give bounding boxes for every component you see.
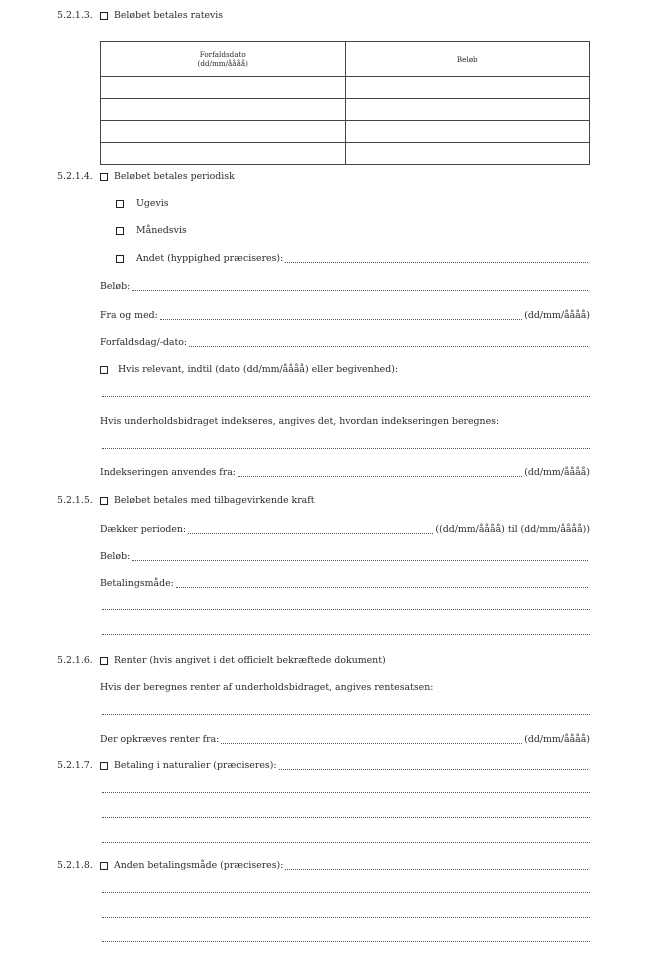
field-label: Dækker perioden:: [100, 524, 187, 535]
naturalier-input-line[interactable]: [102, 817, 590, 818]
date-format: ((dd/mm/åååå) til (dd/mm/åååå)): [435, 524, 590, 535]
field-label: Fra og med:: [100, 310, 158, 321]
section-label: Betaling i naturalier (præciseres):: [114, 760, 277, 771]
field-betalingsmade: [100, 577, 590, 591]
installment-table: [100, 41, 590, 165]
amount-cell[interactable]: [345, 99, 590, 121]
section-5-2-1-6: [100, 654, 590, 668]
section-5-2-1-4: [100, 170, 590, 184]
section-number: 5.2.1.3.: [57, 10, 93, 21]
header-amount: Beløb: [345, 42, 590, 77]
checkbox-indtil[interactable]: [100, 366, 108, 374]
index-fra-input[interactable]: [238, 475, 522, 477]
option-label: Månedsvis: [136, 225, 187, 236]
field-forfaldsdag: [100, 336, 590, 350]
due-date-cell[interactable]: [101, 121, 346, 143]
table-row: [101, 121, 590, 143]
option-ugevis: [116, 197, 590, 211]
due-date-cell[interactable]: [101, 99, 346, 121]
renter-fra-input[interactable]: [221, 742, 522, 744]
anden-betaling-input-line[interactable]: [102, 941, 590, 942]
checkbox-ugevis[interactable]: [116, 200, 124, 208]
option-label: Ugevis: [136, 198, 169, 209]
checkbox-ratevis[interactable]: [100, 12, 108, 20]
amount-cell[interactable]: [345, 77, 590, 99]
fra-input[interactable]: [160, 318, 522, 320]
checkbox-andet[interactable]: [116, 255, 124, 263]
anden-betaling-input[interactable]: [285, 868, 588, 870]
table-row: [101, 143, 590, 165]
option-andet: [116, 252, 590, 266]
forfald-input[interactable]: [189, 345, 588, 347]
field-label: Beløb:: [100, 281, 131, 292]
section-5-2-1-5: [100, 494, 590, 508]
field-label: Der opkræves renter fra:: [100, 734, 220, 745]
indtil-input[interactable]: [102, 396, 590, 397]
naturalier-input-line[interactable]: [102, 842, 590, 843]
section-label: Beløbet betales periodisk: [114, 171, 235, 182]
amount-cell[interactable]: [345, 143, 590, 165]
belob-input[interactable]: [132, 559, 588, 561]
field-belob: [100, 550, 590, 564]
section-number: 5.2.1.5.: [57, 495, 93, 506]
index-question: Hvis underholdsbidraget indekseres, angives det, hvordan indekseringen beregnes:: [100, 416, 500, 427]
field-periode: [100, 523, 590, 537]
field-label: Forfaldsdag/-dato:: [100, 337, 188, 348]
betaling-input-line[interactable]: [102, 609, 590, 610]
header-format: (dd/mm/åååå): [197, 59, 248, 68]
section-5-2-1-3: [100, 9, 590, 23]
header-text: Forfaldsdato: [199, 50, 246, 59]
naturalier-input-line[interactable]: [102, 792, 590, 793]
amount-cell[interactable]: [345, 121, 590, 143]
option-manedsvis: [116, 224, 590, 238]
checkbox-tilbagevirkende[interactable]: [100, 497, 108, 505]
due-date-cell[interactable]: [101, 143, 346, 165]
field-label: Indekseringen anvendes fra:: [100, 467, 236, 478]
index-input[interactable]: [102, 448, 590, 449]
anden-betaling-input-line[interactable]: [102, 917, 590, 918]
checkbox-manedsvis[interactable]: [116, 227, 124, 235]
betaling-input-line[interactable]: [102, 634, 590, 635]
renter-question: Hvis der beregnes renter af underholdsbidraget, angives rentesatsen:: [100, 682, 434, 693]
naturalier-input[interactable]: [279, 768, 588, 770]
field-fra-og-med: [100, 309, 590, 323]
header-due-date: [101, 42, 346, 77]
field-label: Beløb:: [100, 551, 131, 562]
field-index-fra: [100, 466, 590, 480]
section-label: Beløbet betales med tilbagevirkende kraft: [114, 495, 315, 506]
section-number: 5.2.1.8.: [57, 860, 93, 871]
andet-input[interactable]: [285, 261, 588, 263]
checkbox-periodisk[interactable]: [100, 173, 108, 181]
option-label: Andet (hyppighed præciseres):: [136, 253, 284, 264]
section-number: 5.2.1.6.: [57, 655, 93, 666]
section-label: Anden betalingsmåde (præciseres):: [114, 860, 284, 871]
rentesats-input[interactable]: [102, 714, 590, 715]
section-5-2-1-7: [100, 759, 590, 773]
field-label: Hvis relevant, indtil (dato (dd/mm/åååå) eller begivenhed):: [118, 364, 399, 375]
betaling-input[interactable]: [176, 586, 588, 588]
belob-input[interactable]: [132, 289, 588, 291]
table-header-row: [101, 42, 590, 77]
checkbox-renter[interactable]: [100, 657, 108, 665]
field-belob: [100, 280, 590, 294]
checkbox-naturalier[interactable]: [100, 762, 108, 770]
table-row: [101, 99, 590, 121]
section-number: 5.2.1.4.: [57, 171, 93, 182]
date-format: (dd/mm/åååå): [524, 734, 590, 745]
date-format: (dd/mm/åååå): [524, 310, 590, 321]
field-renter-fra: [100, 733, 590, 747]
date-format: (dd/mm/åååå): [524, 467, 590, 478]
section-5-2-1-8: [100, 859, 590, 873]
table-row: [101, 77, 590, 99]
due-date-cell[interactable]: [101, 77, 346, 99]
section-label: Beløbet betales ratevis: [114, 10, 224, 21]
section-label: Renter (hvis angivet i det officielt bekræftede dokument): [114, 655, 386, 666]
field-indtil: [100, 363, 590, 377]
anden-betaling-input-line[interactable]: [102, 892, 590, 893]
checkbox-anden-betaling[interactable]: [100, 862, 108, 870]
field-label: Betalingsmåde:: [100, 578, 174, 589]
periode-input[interactable]: [188, 532, 433, 534]
section-number: 5.2.1.7.: [57, 760, 93, 771]
